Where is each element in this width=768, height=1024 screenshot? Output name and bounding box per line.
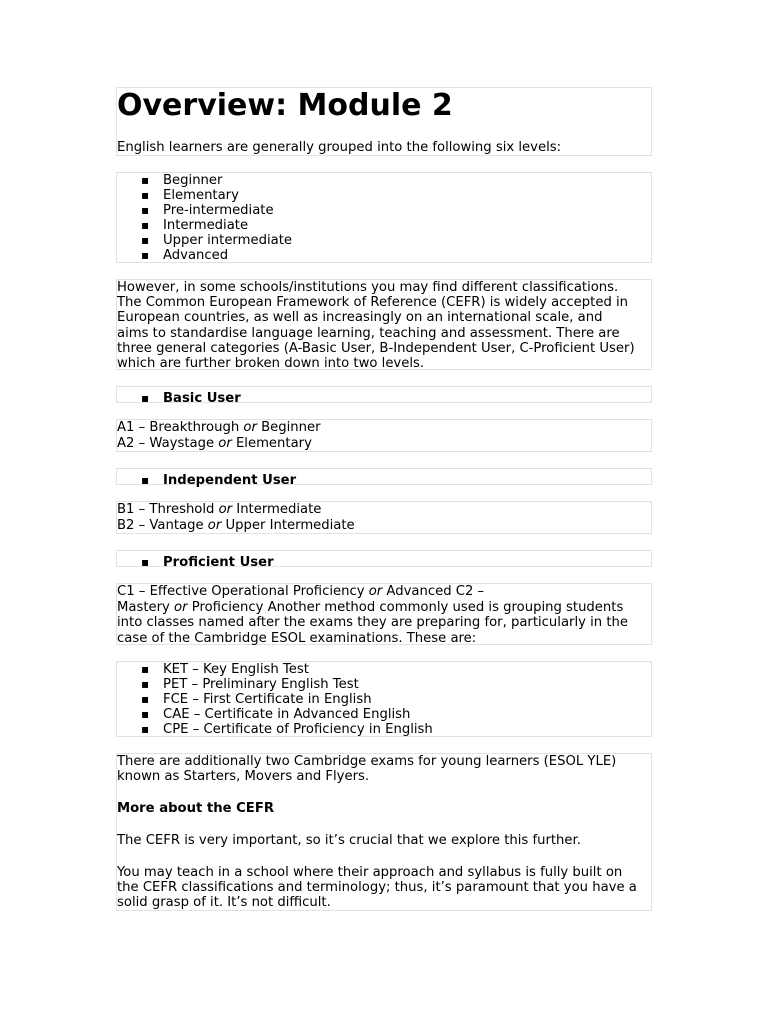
level-c1: C1 – Effective Operational Proficiency or Advanced C2 –: [117, 584, 485, 599]
list-item: ▪ Pre-intermediate: [141, 203, 651, 218]
level-c2: Mastery or Proficiency Another method commonly used is grouping students: [117, 600, 624, 616]
paragraph-line: which are further broken down into two levels.: [117, 356, 425, 372]
levels-list: [117, 173, 651, 263]
paragraph-line: known as Starters, Movers and Flyers.: [117, 769, 370, 785]
level-b1: B1 – Threshold or Intermediate: [117, 502, 322, 517]
level-a1: A1 – Breakthrough or Beginner: [117, 420, 321, 435]
list-item: ▪ CPE – Certificate of Proficiency in English: [141, 722, 651, 737]
list-item: ▪ Elementary: [141, 188, 651, 203]
exams-list: [117, 662, 651, 737]
level-b2: B2 – Vantage or Upper Intermediate: [117, 518, 355, 534]
paragraph-line: into classes named after the exams they are preparing for, particularly in the: [117, 615, 628, 631]
independent-user-heading-block: [116, 468, 652, 488]
proficient-levels-block: [116, 583, 652, 645]
paragraph-line: However, in some schools/institutions you may find different classifications.: [117, 280, 619, 295]
independent-user-heading: ▪ Independent User: [141, 473, 296, 488]
cefr-paragraph-block: [116, 279, 652, 370]
list-item: ▪ Beginner: [141, 173, 651, 188]
proficient-user-heading: ▪ Proficient User: [141, 555, 274, 570]
paragraph-line: European countries, as well as increasingly on an international scale, and: [117, 310, 603, 326]
paragraph-line: There are additionally two Cambridge exams for young learners (ESOL YLE): [117, 754, 617, 769]
paragraph-line: three general categories (A-Basic User, B-Independent User, C-Proficient User): [117, 340, 635, 356]
paragraph-line: You may teach in a school where their approach and syllabus is fully built on: [117, 864, 623, 880]
proficient-user-heading-block: [116, 550, 652, 570]
intro-text: English learners are generally grouped into the following six levels:: [117, 140, 562, 155]
list-item: ▪ PET – Preliminary English Test: [141, 677, 651, 692]
page-title: Overview: Module 2: [117, 88, 453, 123]
paragraph-line: case of the Cambridge ESOL examinations. These are:: [117, 630, 477, 646]
level-a2: A2 – Waystage or Elementary: [117, 436, 312, 452]
list-item: ▪ KET – Key English Test: [141, 662, 651, 677]
exams-list-block: [116, 661, 652, 737]
list-item: ▪ CAE – Certificate in Advanced English: [141, 707, 651, 722]
basic-user-heading-block: [116, 386, 652, 406]
independent-levels-block: [116, 501, 652, 534]
paragraph-line: aims to standardise language learning, teaching and assessment. There are: [117, 325, 620, 341]
title-block: [116, 87, 652, 156]
paragraph-line: solid grasp of it. It’s not difficult.: [117, 895, 331, 911]
list-item: ▪ Upper intermediate: [141, 233, 651, 248]
list-item: ▪ Intermediate: [141, 218, 651, 233]
basic-user-heading: ▪ Basic User: [141, 391, 241, 406]
levels-list-block: [116, 172, 652, 263]
paragraph-line: the CEFR classifications and terminology; thus, it’s paramount that you have a: [117, 880, 637, 896]
more-about-block: [116, 753, 652, 911]
basic-levels-block: [116, 419, 652, 452]
important-text: The CEFR is very important, so it’s crucial that we explore this further.: [117, 832, 581, 848]
list-item: ▪ Advanced: [141, 248, 651, 263]
section-heading: More about the CEFR: [117, 801, 274, 817]
list-item: ▪ FCE – First Certificate in English: [141, 692, 651, 707]
paragraph-line: The Common European Framework of Reference (CEFR) is widely accepted in: [117, 295, 629, 311]
